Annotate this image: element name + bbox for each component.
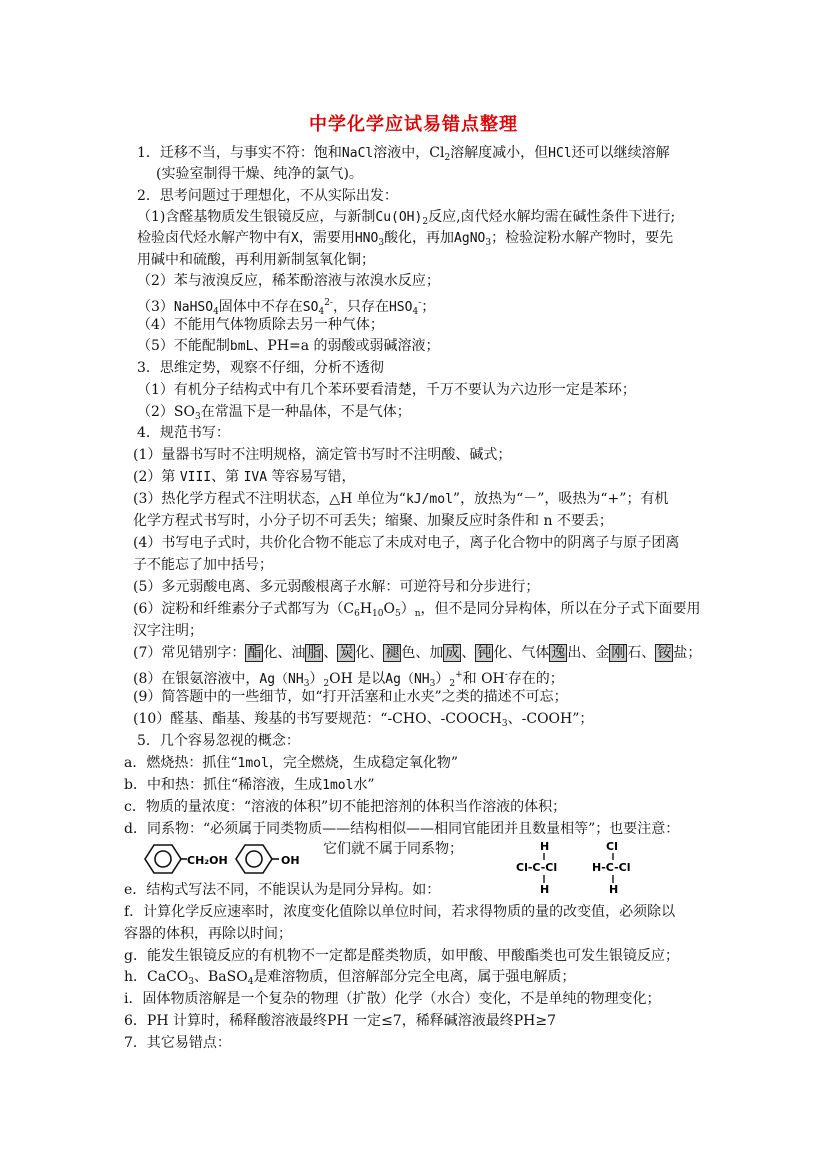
text: （5）不能配制 <box>137 338 230 354</box>
text: 固体中不存在 <box>218 299 303 315</box>
item-4-9: (9）简答题中的一些细节，如“打开活塞和止水夹”之类的描述不可忘； <box>133 689 568 705</box>
subscript: 5 <box>394 609 401 619</box>
item-4-1: (1）量器书写时不注明规格，滴定管书写时不注明酸、碱式； <box>133 447 512 463</box>
benzyl-alcohol-phenol-figure <box>137 840 307 880</box>
subscript: 2 <box>449 679 456 689</box>
row-h-c-cl: H-C-Cl <box>592 861 631 874</box>
text: （3） <box>137 299 174 315</box>
item-5-a <box>124 753 458 774</box>
text: (3）热化学方程式不注明状态，△H 单位为“ <box>133 491 406 507</box>
formula: IVA <box>243 470 268 485</box>
benzene-ring-icon <box>236 845 272 873</box>
item-5-i: i．固体物质溶解是一个复杂的物理（扩散）化学（水合）变化，不是单纯的物理变化； <box>124 991 661 1007</box>
highlighted-char: 酯 <box>247 645 262 661</box>
text: OH 是以 <box>329 671 386 687</box>
text: 存在的； <box>507 671 564 687</box>
superscript: 2- <box>324 298 333 308</box>
text: 出、金 <box>567 645 610 661</box>
item-2-2: （2）苯与液溴反应，稀苯酚溶液与浓溴水反应； <box>137 273 440 289</box>
text: 盐； <box>673 645 702 661</box>
item-3-1: （1）有机分子结构式中有几个苯环要看清楚，千万不要认为六边形一定是苯环； <box>137 382 636 398</box>
section-4-heading: 4．规范书写： <box>137 425 230 441</box>
formula: Cu(OH) <box>375 210 423 225</box>
text: 、 <box>323 645 338 661</box>
item-2-1-cont2: 用碱中和硫酸，再利用新制氢氧化铜； <box>137 252 375 268</box>
text: 6．PH 计算时，稀释酸溶液最终 <box>124 1013 327 1029</box>
subscript: 3 <box>194 412 201 422</box>
page-title: 中学化学应试易错点整理 <box>309 114 518 135</box>
text: ） <box>400 601 415 617</box>
formula: Ag（NH <box>259 672 304 687</box>
item-5-e: e．结构式写法不同，不能误认为是同分异构。如： <box>124 882 441 898</box>
item-2-4: （4）不能用气体物质除去另一种气体； <box>137 317 384 333</box>
formula: AgNO <box>454 231 486 246</box>
text: b．中和热：抓住“稀溶液，生成 <box>124 777 323 793</box>
oh-label: OH <box>281 854 300 867</box>
text: 和 OH <box>462 671 505 687</box>
text: ，但不是同分异构体，所以在分子式下面要用 <box>420 601 701 617</box>
text: 等容易写错， <box>271 469 356 485</box>
text: H <box>359 601 373 617</box>
text: (7）常见错别字： <box>133 645 246 661</box>
text: (6）淀粉和纤维素分子式都写为（C <box>133 601 355 617</box>
text: 、PH=a 的弱酸或弱碱溶液； <box>253 338 440 354</box>
text: 酸化，再加 <box>384 230 455 246</box>
item-5-b <box>124 775 375 796</box>
superscript: - <box>504 670 508 680</box>
text: 石、 <box>627 645 656 661</box>
atom-cl: Cl <box>606 840 618 853</box>
highlighted-char: 炭 <box>339 645 354 661</box>
row-cl-c-cl: Cl-C-Cl <box>516 861 558 874</box>
text: 溶解度减小，但 <box>450 145 549 161</box>
text: PH≥7 <box>513 1013 556 1029</box>
item-5-d: d．同系物：“必须属于同类物质——结构相似——相同官能团并且数量相等”；也要注意： <box>124 821 680 837</box>
section-3-heading: 3．思维定势，观察不仔细，分析不透彻 <box>137 360 384 376</box>
atom-h: H <box>540 883 550 896</box>
item-7: 7．其它易错点： <box>124 1035 231 1051</box>
item-5-f: f．计算化学反应速率时，浓度变化值除以单位时间，若求得物质的量的改变值，必须除以 <box>124 904 676 920</box>
text: 在常温下是一种晶体，不是气体； <box>200 404 411 420</box>
text: (8）在银氨溶液中， <box>133 671 260 687</box>
subscript: 6 <box>354 609 360 619</box>
text: PH 一定≤7，稀释碱溶液最终 <box>327 1013 514 1029</box>
superscript: - <box>418 298 422 308</box>
text: 溶液中，Cl <box>373 145 445 161</box>
text: 反应,卤代烃水解均需在碱性条件下进行; <box>428 209 676 225</box>
item-4-2 <box>133 467 356 488</box>
text: (2）第 <box>133 469 176 485</box>
subscript: 4 <box>247 977 254 987</box>
text: O <box>383 601 395 617</box>
item-5-c: c．物质的量浓度：“溶液的体积”切不能把溶剂的体积当作溶液的体积； <box>124 799 567 815</box>
item-4-4: (4）书写电子式时，共价化合物不能忘了未成对电子，离子化合物中的阴离子与原子团离 <box>133 535 680 551</box>
item-4-3-cont: 化学方程式书写时，小分子切不可丢失；缩聚、加聚反应时条件和 n 不要丢； <box>133 513 613 529</box>
text: ”； <box>572 711 594 727</box>
subscript: 2 <box>422 217 429 227</box>
text: 1．迁移不当，与事实不符：饱和 <box>137 145 342 161</box>
formula: VIII <box>179 470 212 485</box>
formula: HCl <box>548 146 572 161</box>
formula: kJ/mol <box>405 492 453 507</box>
text: ； <box>421 299 436 315</box>
highlighted-char: 铵 <box>657 645 672 661</box>
subscript: 3 <box>485 238 492 248</box>
subscript: 2 <box>323 679 330 689</box>
item-4-4-cont: 子不能忘了加中括号； <box>133 557 273 573</box>
formula: SO <box>302 300 319 315</box>
text: 色、加 <box>401 645 444 661</box>
item-4-6-cont: 汉字注明； <box>133 623 203 639</box>
atom-h: H <box>609 883 619 896</box>
item-5-d-note: 它们就不属于同系物； <box>323 841 463 857</box>
text: 、BaSO <box>194 969 248 985</box>
subscript: 4 <box>412 307 419 317</box>
subscript: 3 <box>378 238 385 248</box>
item-5-g: g．能发生银镜反应的有机物不一定都是醛类物质，如甲酸、甲酸酯类也可发生银镜反应； <box>124 948 679 964</box>
subscript: 10 <box>372 609 384 619</box>
highlighted-char: 刚 <box>611 645 626 661</box>
subscript: 3 <box>188 977 194 987</box>
formula: -CHO、-COOCH <box>387 711 502 727</box>
ch2oh-label: CH₂OH <box>187 854 228 867</box>
formula: X <box>291 231 299 246</box>
text: 、 <box>461 645 476 661</box>
item-2-5 <box>137 336 440 357</box>
subscript: 3 <box>303 679 310 689</box>
formula: 1mol <box>322 778 354 793</box>
text: ） <box>309 671 324 687</box>
text: 、第 <box>211 469 240 485</box>
formula: bmL <box>229 339 254 354</box>
structure-left <box>516 840 557 896</box>
formula: Ag（NH <box>385 672 430 687</box>
atom-h: H <box>540 840 550 853</box>
structure-right <box>592 840 631 896</box>
formula: NaHSO <box>173 300 214 315</box>
item-4-6 <box>133 599 701 624</box>
text: ”，放热为“－”，吸热为“+”；有机 <box>452 491 669 507</box>
item-4-3 <box>133 489 668 510</box>
text: 化、油 <box>263 645 306 661</box>
item-6 <box>124 1011 556 1031</box>
section-5-heading: 5．几个容易忽视的概念： <box>137 733 300 749</box>
item-5-f-cont: 容器的体积，再除以时间； <box>124 926 292 942</box>
text: ，需要用 <box>298 230 355 246</box>
text: 检验卤代烃水解产物中有 <box>137 230 291 246</box>
superscript: + <box>455 670 463 680</box>
subscript: 4 <box>318 307 325 317</box>
formula: 1mol <box>237 756 269 771</box>
highlighted-char: 逸 <box>551 645 566 661</box>
section-2-heading: 2．思考问题过于理想化，不从实际出发： <box>137 188 398 204</box>
subscript: 4 <box>213 307 219 317</box>
highlighted-char: 脂 <box>307 645 322 661</box>
subscript: 3 <box>429 679 436 689</box>
text: ，只存在 <box>332 299 389 315</box>
text: 化、气体 <box>493 645 550 661</box>
subscript: n <box>414 609 421 619</box>
dichloromethane-structures <box>510 838 660 900</box>
text: 、-COOH <box>507 711 573 727</box>
text: 是难溶物质，但溶解部分完全电离，属于强电解质； <box>253 969 576 985</box>
text: h．CaCO <box>124 969 189 985</box>
item-1-cont: (实验室制得干燥、纯净的氯气)。 <box>156 166 363 182</box>
text: (10）醛基、酯基、羧基的书写要规范：“ <box>133 711 388 727</box>
text: ） <box>435 671 450 687</box>
highlighted-char: 成 <box>445 645 460 661</box>
item-4-5: (5）多元弱酸电离、多元弱酸根离子水解：可逆符号和分步进行； <box>133 579 540 595</box>
benzene-ring-icon <box>145 845 181 873</box>
text: ；检验淀粉水解产物时，要先 <box>491 230 674 246</box>
text: ，完全燃烧，生成稳定氧化物” <box>268 755 458 771</box>
subscript: 2 <box>444 153 451 163</box>
highlighted-char: 褪 <box>385 645 400 661</box>
formula: NaCl <box>341 146 374 161</box>
formula: HNO <box>354 231 379 246</box>
text: （2）SO <box>137 404 195 420</box>
subscript: 3 <box>501 719 508 729</box>
item-4-7 <box>133 643 701 663</box>
text: 水” <box>353 777 375 793</box>
text: 化、 <box>355 645 384 661</box>
formula: HSO <box>388 300 413 315</box>
text: 还可以继续溶解 <box>571 145 670 161</box>
highlighted-char: 钝 <box>477 645 492 661</box>
text: a．燃烧热：抓住“ <box>124 755 238 771</box>
text: （1)含醛基物质发生银镜反应，与新制 <box>137 209 376 225</box>
